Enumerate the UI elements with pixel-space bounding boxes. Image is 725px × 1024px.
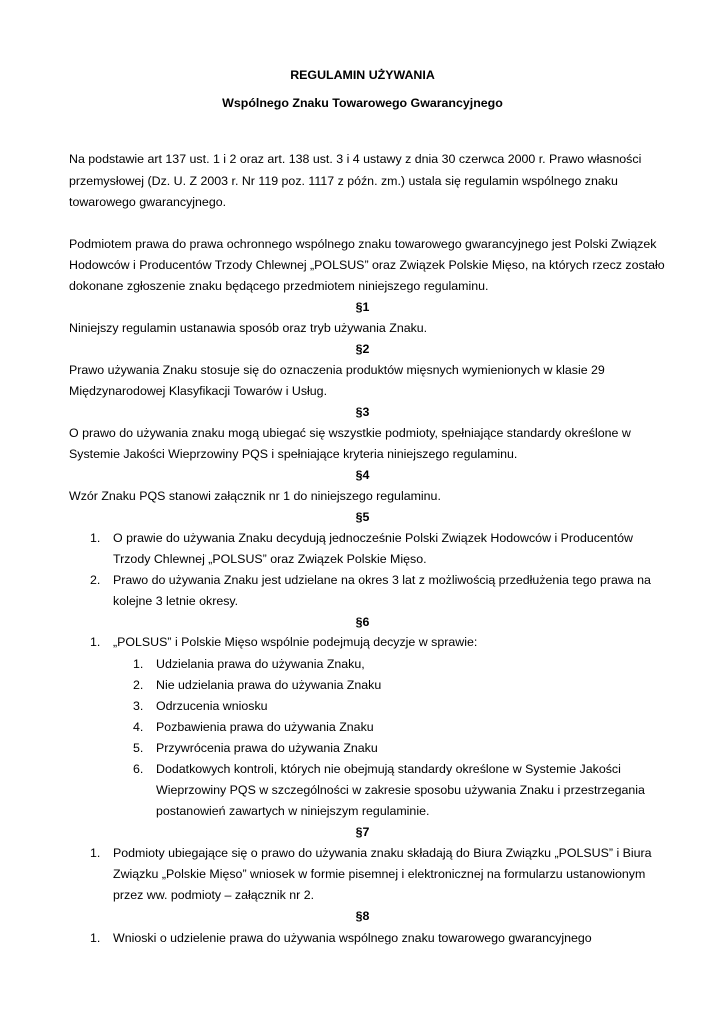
- list-number: 1.: [90, 931, 101, 945]
- sublist-number: 4.: [133, 720, 144, 734]
- sublist-number: 1.: [133, 657, 144, 671]
- list-number: 2.: [90, 573, 101, 587]
- sublist-item-text: Dodatkowych kontroli, których nie obejmują standardy określone w Systemie Jakości: [156, 762, 621, 776]
- list-number: 1.: [90, 846, 101, 860]
- section-heading: §5: [355, 510, 370, 524]
- section-text: O prawo do używania znaku mogą ubiegać się wszystkie podmioty, spełniające standardy określone w: [69, 426, 631, 440]
- list-item-text: Wnioski o udzielenie prawa do używania wspólnego znaku towarowego gwarancyjnego: [113, 931, 592, 945]
- list-number: 1.: [90, 635, 101, 649]
- list-number: 1.: [90, 531, 101, 545]
- intro-line: Na podstawie art 137 ust. 1 i 2 oraz art. 138 ust. 3 i 4 ustawy z dnia 30 czerwca 2000 r. Prawo własności: [69, 152, 642, 166]
- intro-line: przemysłowej (Dz. U. Z 2003 r. Nr 119 poz. 1117 z późn. zm.) ustala się regulamin wspólnego znaku: [69, 174, 618, 188]
- section-heading: §6: [355, 615, 370, 629]
- sublist-item-text: postanowień zawartych w niniejszym regulaminie.: [156, 804, 430, 818]
- sublist-number: 3.: [133, 699, 144, 713]
- list-item-text: Związku „Polskie Mięso” wniosek w formie pisemnej i elektronicznej na formularzu ustanowionym: [113, 867, 646, 881]
- sublist-item-text: Przywrócenia prawa do używania Znaku: [156, 741, 378, 755]
- document-subtitle: Wspólnego Znaku Towarowego Gwarancyjnego: [222, 96, 503, 110]
- document-title: REGULAMIN UŻYWANIA: [290, 68, 435, 82]
- sublist-number: 2.: [133, 678, 144, 692]
- section-heading: §4: [355, 468, 370, 482]
- list-item-text: przez ww. podmioty – załącznik nr 2.: [113, 888, 315, 902]
- sublist-item-text: Nie udzielania prawa do używania Znaku: [156, 678, 382, 692]
- sublist-item-text: Wieprzowiny PQS w szczególności w zakresie sposobu używania Znaku i przestrzegania: [156, 783, 645, 797]
- section-text: Międzynarodowej Klasyfikacji Towarów i Usług.: [69, 384, 328, 398]
- section-text: Prawo używania Znaku stosuje się do oznaczenia produktów mięsnych wymienionych w klasie 29: [69, 363, 605, 377]
- sublist-item-text: Pozbawienia prawa do używania Znaku: [156, 720, 374, 734]
- section-heading: §8: [355, 909, 370, 923]
- list-item-text: kolejne 3 letnie okresy.: [113, 594, 239, 608]
- list-item-text: Prawo do używania Znaku jest udzielane na okres 3 lat z możliwością przedłużenia tego prawa na: [113, 573, 651, 587]
- section-heading: §2: [355, 342, 370, 356]
- sublist-item-text: Udzielania prawa do używania Znaku,: [156, 657, 365, 671]
- sublist-number: 5.: [133, 741, 144, 755]
- section-heading: §3: [355, 405, 370, 419]
- sublist-item-text: Odrzucenia wniosku: [156, 699, 268, 713]
- list-item-text: Trzody Chlewnej „POLSUS” oraz Związek Polskie Mięso.: [113, 552, 427, 566]
- section-heading: §1: [355, 300, 370, 314]
- section-text: Niniejszy regulamin ustanawia sposób oraz tryb używania Znaku.: [69, 321, 428, 335]
- section-heading: §7: [355, 825, 370, 839]
- sublist-number: 6.: [133, 762, 144, 776]
- list-item-text: O prawie do używania Znaku decydują jednocześnie Polski Związek Hodowców i Producentów: [113, 531, 633, 545]
- list-item-text: „POLSUS” i Polskie Mięso wspólnie podejmują decyzje w sprawie:: [113, 635, 478, 649]
- subject-line: Podmiotem prawa do prawa ochronnego wspólnego znaku towarowego gwarancyjnego jest Polski Związek: [69, 237, 657, 251]
- intro-line: towarowego gwarancyjnego.: [69, 195, 227, 209]
- section-text: Systemie Jakości Wieprzowiny PQS i spełniające kryteria niniejszego regulaminu.: [69, 447, 518, 461]
- subject-line: dokonane zgłoszenie znaku będącego przedmiotem niniejszego regulaminu.: [69, 279, 489, 293]
- section-text: Wzór Znaku PQS stanowi załącznik nr 1 do niniejszego regulaminu.: [69, 489, 441, 503]
- subject-line: Hodowców i Producentów Trzody Chlewnej „POLSUS” oraz Związek Polskie Mięso, na których rzecz zostało: [69, 258, 665, 272]
- list-item-text: Podmioty ubiegające się o prawo do używania znaku składają do Biura Związku „POLSUS” i Biura: [113, 846, 652, 860]
